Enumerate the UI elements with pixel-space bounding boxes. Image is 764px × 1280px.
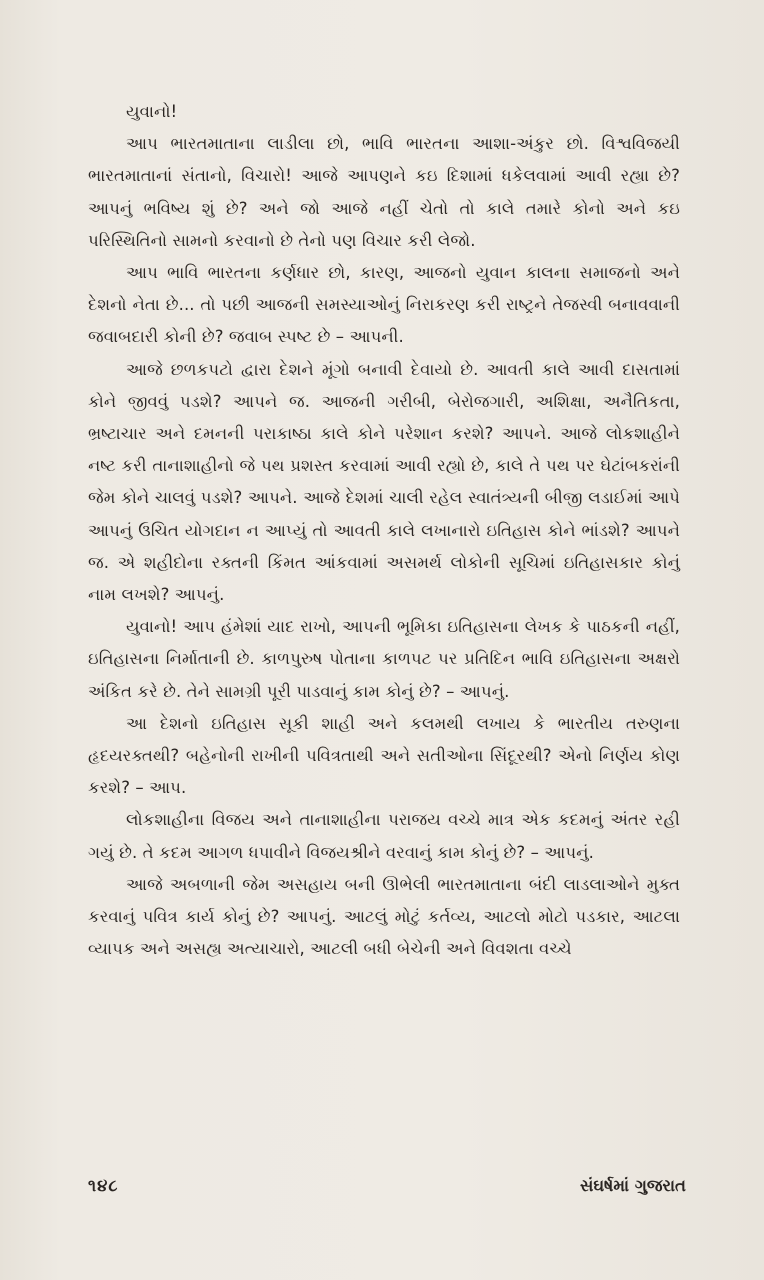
- page-number: ૧૪૮: [88, 1176, 119, 1195]
- paragraph-7: આજે અબળાની જેમ અસહાય બની ઊભેલી ભારતમાતાના બંદી લાડલાઓને મુક્ત કરવાનું પવિત્ર કાર્ય કોનું છે? આપનું. આટલું મોટું કર્તવ્ય, આટલો મોટો પડકાર, આટલા વ્યાપક અને અસહ્ય અત્યાચારો, આટલી બધી બેચેની અને વિવશતા વચ્ચે: [88, 874, 680, 959]
- body-text: [88, 96, 680, 965]
- paragraph-salutation: યુવાનો!: [126, 102, 178, 121]
- paragraph-3: આજે છળકપટો દ્વારા દેશને મૂંગો બનાવી દેવાયો છે. આવતી કાલે આવી દાસતામાં કોને જીવવું પડશે? આપને જ. આજની ગરીબી, બેરોજગારી, અશિક્ષા, અનૈતિકતા, ભ્રષ્ટાચાર અને દમનની પરાકાષ્ઠા કાલે કોને પરેશાન કરશે? આપને. આજે લોકશાહીને નષ્ટ કરી તાનાશાહીનો જે પથ પ્રશસ્ત કરવામાં આવી રહ્યો છે, કાલે તે પથ પર ઘેટાંબકરાંની જેમ કોને ચાલવું પડશે? આપને. આજે દેશમાં ચાલી રહેલ સ્વાતંત્ર્યની બીજી લડાઈમાં આપે આપનું ઉચિત યોગદાન ન આપ્યું તો આવતી કાલે લખાનારો ઇતિહાસ કોને ભાંડશે? આપને જ. એ શહીદોના રક્તની કિંમત આંકવામાં અસમર્થ લોકોની સૂચિમાં ઇતિહાસકાર કોનું નામ લખશે? આપનું.: [88, 359, 680, 605]
- paragraph-6: લોકશાહીના વિજય અને તાનાશાહીના પરાજય વચ્ચે માત્ર એક કદમનું અંતર રહી ગયું છે. તે કદમ આગળ ધપાવીને વિજયશ્રીને વરવાનું કામ કોનું છે? – આપનું.: [88, 810, 680, 862]
- paragraph-1: આપ ભારતમાતાના લાડીલા છો, ભાવિ ભારતના આશા-અંકુર છો. વિશ્વવિજયી ભારતમાતાનાં સંતાનો, વિચારો! આજે આપણને કઇ દિશામાં ધકેલવામાં આવી રહ્યા છે? આપનું ભવિષ્ય શું છે? અને જો આજે નહીં ચેતો તો કાલે તમારે કોનો અને કઇ પરિસ્થિતિનો સામનો કરવાનો છે તેનો પણ વિચાર કરી લેજો.: [88, 134, 680, 250]
- paragraph-2: આપ ભાવિ ભારતના કર્ણધાર છો, કારણ, આજનો યુવાન કાલના સમાજનો અને દેશનો નેતા છે... તો પછી આજની સમસ્યાઓનું નિરાકરણ કરી રાષ્ટ્રને તેજસ્વી બનાવવાની જવાબદારી કોની છે? જવાબ સ્પષ્ટ છે – આપની.: [88, 263, 680, 347]
- paragraph-5: આ દેશનો ઇતિહાસ સૂકી શાહી અને કલમથી લખાય કે ભારતીય તરુણના હૃદયરક્તથી? બહેનોની રાખીની પવિત્રતાથી અને સતીઓના સિંદૂરથી? એનો નિર્ણય કોણ કરશે? – આપ.: [88, 713, 680, 798]
- paragraph-4: યુવાનો! આપ હંમેશાં યાદ રાખો, આપની ભૂમિકા ઇતિહાસના લેખક કે પાઠકની નહીં, ઇતિહાસના નિર્માતાની છે. કાળપુરુષ પોતાના કાળપટ પર પ્રતિદિન ભાવિ ઇતિહાસના અક્ષરો અંકિત કરે છે. તેને સામગ્રી પૂરી પાડવાનું કામ કોનું છે? – આપનું.: [88, 617, 680, 701]
- book-title: સંઘર્ષમાં ગુજરાત: [580, 1176, 686, 1195]
- page-footer: [88, 1172, 686, 1200]
